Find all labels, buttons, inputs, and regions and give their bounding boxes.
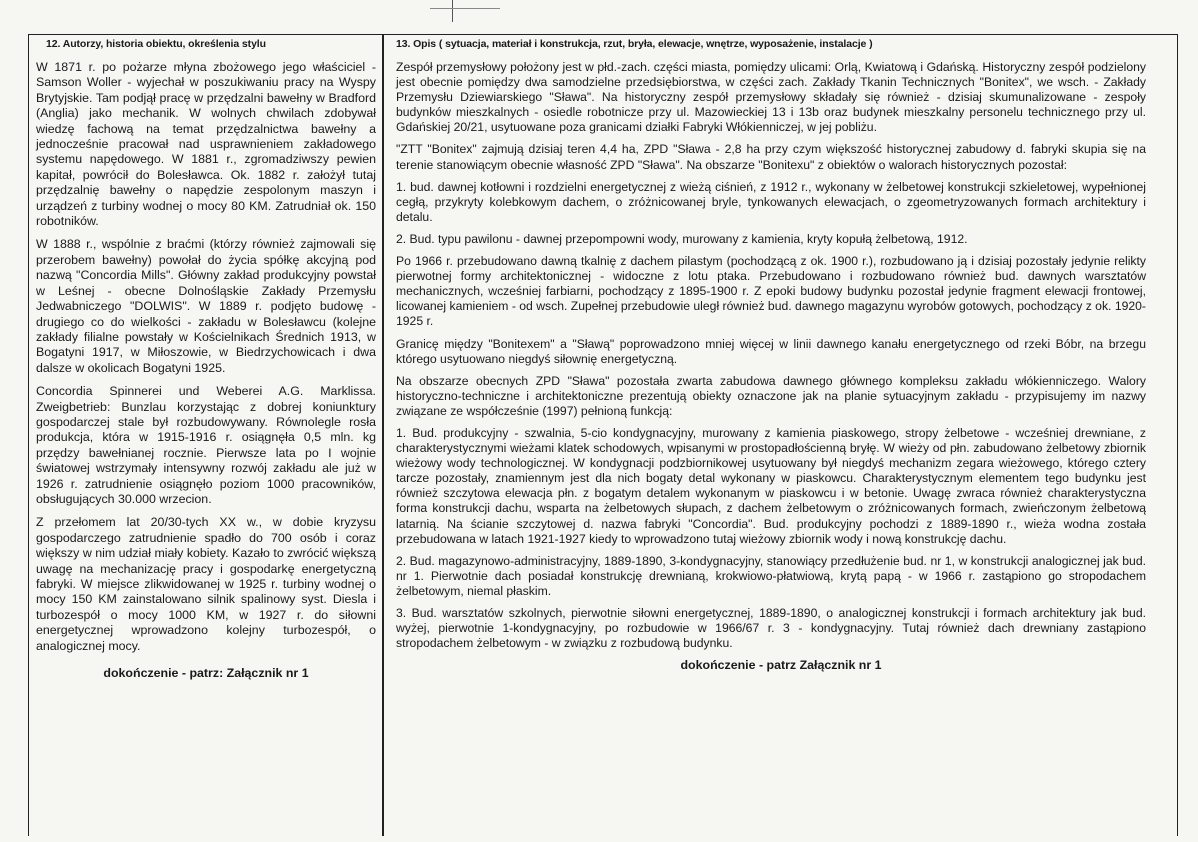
section-12-heading: 12. Autorzy, historia obiektu, określenia stylu — [46, 38, 266, 50]
description-paragraph: 3. Bud. warsztatów szkolnych, pierwotnie siłowni energetycznej, 1889-1890, o analogicznej konstrukcji i formach architektury jak bud. wyżej, pierwotnie 1-kondygnacyjny, po rozbudowie w 1966/67 r. 3 - kondygnacyjny. Tutaj również dach drewniany zastąpiono stropodachem żelbetowym - w związku z rozbudową budynku. — [396, 606, 1146, 651]
top-registration-mark — [452, 0, 453, 22]
description-paragraph: 1. bud. dawnej kotłowni i rozdzielni energetycznej z wieżą ciśnień, z 1912 r., wykonany w żelbetowej konstrukcji szkieletowej, wypełnionej cegłą, przykryty kolebkowym dachem, o zróżnicowanej bryle, tynkowanych elewacjach, o zgeometryzowanych formach architektury i detalu. — [396, 179, 1146, 224]
description-paragraph: Na obszarze obecnych ZPD "Sława" pozostała zwarta zabudowa dawnego głównego kompleksu zakładu włókienniczego. Walory historyczno-techniczne i architektoniczne prezentują obiekty oznaczone jak na planie sytuacyjnym zakładu - przypisujemy im nazwy związane ze współcześnie (1997) pełnioną funkcją: — [396, 373, 1146, 418]
description-paragraph: 1. Bud. produkcyjny - szwalnia, 5-cio kondygnacyjny, murowany z kamienia piaskowego, stropy żelbetowe - wcześniej drewniane, z charakterystycznymi wieżami klatek schodowych, wpisanymi w prostopadłościenną bryłę. W wieży od płn. zabudowano żelbetowy zbiornik wieżowy wody technologicznej. W kondygnacji podzbiornikowej usytuowany był niegdyś mechanizm zegara wieżowego, którego cztery tarcze pozostały, znamiennym jest dla nich bogaty detal wykonany w piaskowcu. Charakterystycznym elementem tego budynku jest również szczytowa elewacja płn. z bogatym detalem wykonanym w piaskowcu i w betonie. Uwagę zwraca również charakterystyczna forma konstrukcji dachu, wsparta na żelbetowych słupach, z dachem żelbetowym o zróżnicowanych formach, zwieńczonym żelbetową latarnią. Na ścianie szczytowej d. nazwa fabryki "Concordia". Bud. produkcyjny pochodzi z 1889-1890 r., wieża wodna została przebudowana w latach 1921-1927 kiedy to wprowadzono tutaj wieżowy zbiornik wody i nową konstrukcję dachu. — [396, 425, 1146, 546]
history-paragraph: W 1871 r. po pożarze młyna zbożowego jego właściciel - Samson Woller - wyjechał w poszukiwaniu pracy na Wyspy Brytyjskie. Tam podjął pracę w przędzalni bawełny w Bradford (Anglia) jako mechanik. W wolnych chwilach zdobywał wiedzę fachową na temat przędzalnictwa bawełny a jednocześnie pracował nad usprawnieniem zakładowego systemu napędowego. W 1881 r., zgromadziwszy pewien kapitał, powrócił do Bolesławca. Ok. 1882 r. założył tutaj przędzalnię bawełny o napędzie zespolonym maszyn i urządzeń z turbiny wodnej o mocy 80 KM. Zatrudniał ok. 150 robotników. — [36, 60, 376, 229]
section-description — [396, 38, 1146, 672]
description-paragraph: 2. Bud. typu pawilonu - dawnej przepompowni wody, murowany z kamienia, kryty kopułą żelbetową, 1912. — [396, 231, 968, 246]
description-paragraph: "ZTT "Bonitex" zajmują dzisiaj teren 4,4 ha, ZPD "Sława - 2,8 ha przy czym większość historycznej zabudowy d. fabryki skupia się na terenie stanowiącym obecnie własność ZPD "Sława". Na obszarze "Bonitexu" z obiektów o walorach historycznych pozostał: — [396, 142, 1146, 172]
description-paragraph: 2. Bud. magazynowo-administracyjny, 1889-1890, 3-kondygnacyjny, stanowiący przedłużenie bud. nr 1, w konstrukcji analogicznej jak bud. nr 1. Pierwotnie dach posiadał konstrukcję drewnianą, krokwiowo-płatwiową, krytą papą - w 1966 r. zastąpiono go stropodachem żelbetowym, niemal płaskim. — [396, 553, 1146, 598]
section-13-heading: 13. Opis ( sytuacja, materiał i konstrukcja, rzut, bryła, elewacje, wnętrze, wyposażenie, instalacje ) — [396, 38, 873, 50]
description-paragraph: Granicę między "Bonitexem" a "Sławą" poprowadzono mniej więcej w linii dawnego kanału energetycznego od rzeki Bóbr, na brzegu którego usytuowano niegdyś siłownię energetyczną. — [396, 336, 1146, 366]
continuation-note: dokończenie - patrz: Załącznik nr 1 — [103, 666, 309, 681]
top-registration-line — [430, 8, 500, 9]
history-paragraph: Concordia Spinnerei und Weberei A.G. Marklissa. Zweigbetrieb: Bunzlau korzystając z dobrej koniunktury gospodarczej stale był rozbudowywany. Równolegle rosła produkcja, która w 1915-1916 r. osiągnęła 0,5 mln. kg przędzy bawełnianej rocznie. Pierwsze lata po I wojnie światowej wstrzymały intensywny rozwój zakładu ale już w 1926 r. zatrudnienie osiągnęło poziom 1000 pracowników, obsługujących 30.000 wrzecion. — [36, 384, 376, 506]
history-paragraph: Z przełomem lat 20/30-tych XX w., w dobie kryzysu gospodarczego zatrudnienie spadło do 700 osób i coraz większy w nim udział miały kobiety. Kazało to zwrócić większą uwagę na mechanizację pracy i gospodarkę energetyczną fabryki. W miejsce zlikwidowanej w 1925 r. turbiny wodnej o mocy 150 KM zainstalowano silnik spalinowy syst. Diesla i turbozespół o mocy 1000 KM, w 1927 r. do siłowni energetycznej wprowadzono kolejny turbozespół, o analogicznej mocy. — [36, 515, 376, 653]
history-paragraph: W 1888 r., wspólnie z braćmi (którzy również zajmowali się przerobem bawełny) powołał do życia spółkę akcyjną pod nazwą "Concordia Mills". Główny zakład produkcyjny powstał w Leśnej - obecne Dolnośląskie Zakłady Przemysłu Jedwabniczego "DOLWIS". W 1889 r. podjęto budowę - drugiego co do wielkości - zakładu w Bolesławcu (kolejne zakłady filialne powstały w Kościelnikach Średnich 1913, w Bogatyni 1917, w Miłoszowie, w Biedrzychowicach i dwa dalsze w okolicach Bogatyni 1925. — [36, 237, 376, 375]
section-history — [36, 38, 376, 680]
continuation-note: dokończenie - patrz Załącznik nr 1 — [680, 658, 882, 673]
description-paragraph: Zespół przemysłowy położony jest w płd.-zach. części miasta, pomiędzy ulicami: Orlą, Kwiatową i Gdańską. Historyczny zespół podzielony jest obecnie pomiędzy dwa samodzielne przedsiębiorstwa, w części zach. Zakłady Tkanin Technicznych "Bonitex", we wsch. - Zakłady Przemysłu Dziewiarskiego "Sława". Na historyczny zespół przemysłowy składały się również - dzisiaj skumunalizowane - zespoły budynków mieszkalnych - osiedle robotnicze przy ul. Mazowieckiej 13 i 13b oraz budynek mieszkalny personelu technicznego przy ul. Gdańskiej 20/21, usytuowane poza granicami działki Fabryki Włókienniczej, w jej pobliżu. — [396, 60, 1146, 135]
column-divider — [382, 34, 384, 836]
description-paragraph: Po 1966 r. przebudowano dawną tkalnię z dachem pilastym (pochodzącą z ok. 1900 r.), rozbudowano ją i dzisiaj pozostały jedynie relikty pierwotnej formy architektonicznej - widoczne z lotu ptaka. Przebudowano i rozbudowano również bud. dawnych warsztatów mechanicznych, wcześniej farbiarni, pochodzący z 1895-1900 r. Z epoki budowy budynku pozostał jedynie fragment elewacji frontowej, licowanej kamieniem - od wsch. Zupełnej przebudowie uległ również bud. dawnego magazynu wyrobów gotowych, pochodzący z ok. 1920-1925 r. — [396, 254, 1146, 329]
